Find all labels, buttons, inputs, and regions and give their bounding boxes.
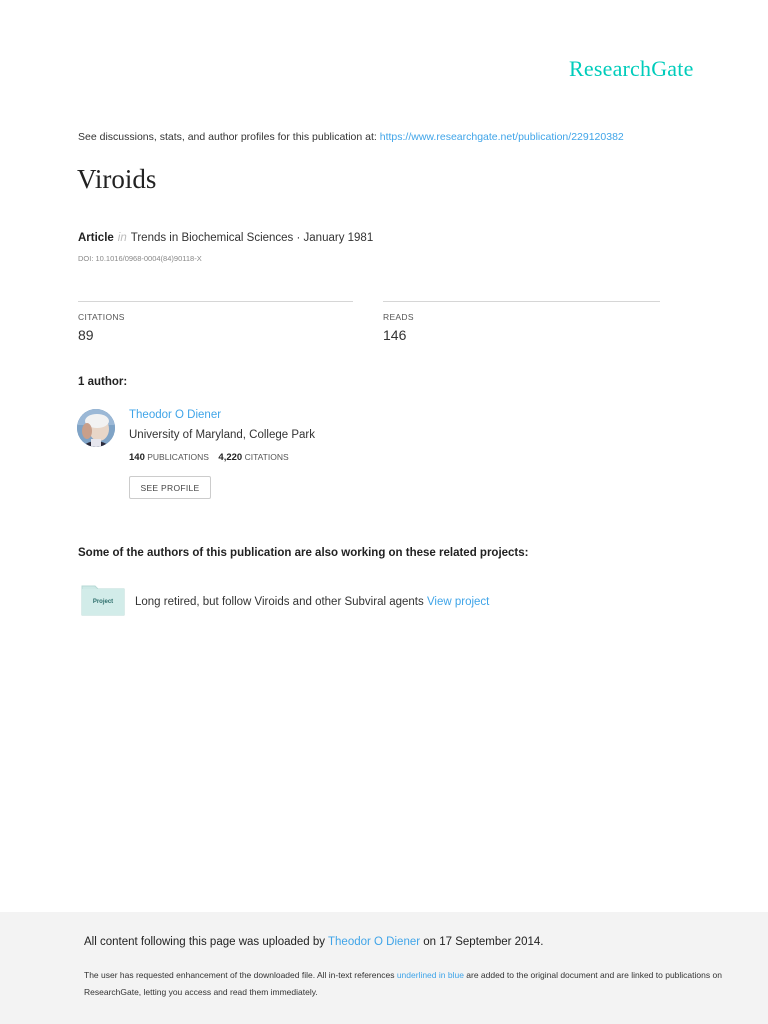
author-publications-count: 140 — [129, 452, 145, 463]
enhancement-notice — [84, 967, 724, 1001]
author-citations-label: CITATIONS — [244, 452, 289, 462]
reads-divider — [383, 301, 660, 302]
project-folder-icon — [81, 584, 125, 616]
discussion-line — [78, 131, 624, 143]
author-publications-label: PUBLICATIONS — [147, 452, 209, 462]
see-profile-button[interactable]: SEE PROFILE — [129, 476, 211, 499]
researchgate-logo[interactable]: ResearchGate — [569, 56, 694, 81]
reads-label: READS — [383, 312, 414, 322]
upload-prefix: All content following this page was uploaded by — [84, 936, 329, 948]
doi: DOI: 10.1016/0968-0004(84)90118-X — [78, 254, 202, 263]
publication-url-link[interactable]: https://www.researchgate.net/publication/229120382 — [379, 131, 624, 143]
uploader-link[interactable]: Theodor O Diener — [328, 936, 421, 948]
underlined-in-blue-link[interactable]: underlined in blue — [396, 970, 464, 980]
author-stats — [129, 452, 289, 463]
publication-meta — [78, 232, 373, 244]
author-institution: University of Maryland, College Park — [129, 429, 315, 441]
project-description: Long retired, but follow Viroids and other Subviral agents — [135, 596, 427, 608]
enhancement-suffix: are added to the original document and are linked to publications on ResearchGate, letting you access and read them immediately. — [84, 970, 722, 997]
citations-divider — [78, 301, 353, 302]
project-icon-label: Project — [92, 599, 114, 605]
footer — [0, 912, 768, 1024]
citations-label: CITATIONS — [78, 312, 125, 322]
view-project-link[interactable]: View project — [426, 596, 490, 608]
authors-heading: 1 author: — [78, 376, 128, 388]
in-label: in — [117, 232, 127, 244]
author-citations-count: 4,220 — [218, 452, 243, 463]
discussion-prefix: See discussions, stats, and author profiles for this publication at: — [78, 131, 380, 143]
journal-date: Trends in Biochemical Sciences · January 1981 — [130, 232, 374, 244]
upload-suffix: on 17 September 2014. — [420, 936, 544, 948]
projects-heading: Some of the authors of this publication are also working on these related projects: — [78, 547, 529, 559]
citations-value: 89 — [78, 327, 94, 343]
avatar-image — [77, 409, 115, 447]
reads-value: 146 — [383, 327, 407, 343]
publication-title: Viroids — [77, 164, 157, 194]
project-item — [135, 596, 489, 608]
upload-notice — [84, 936, 543, 948]
author-name-link[interactable]: Theodor O Diener — [129, 409, 222, 421]
author-avatar[interactable] — [77, 409, 115, 447]
publication-type: Article — [78, 232, 114, 244]
enhancement-prefix: The user has requested enhancement of the downloaded file. All in-text references — [84, 970, 397, 980]
